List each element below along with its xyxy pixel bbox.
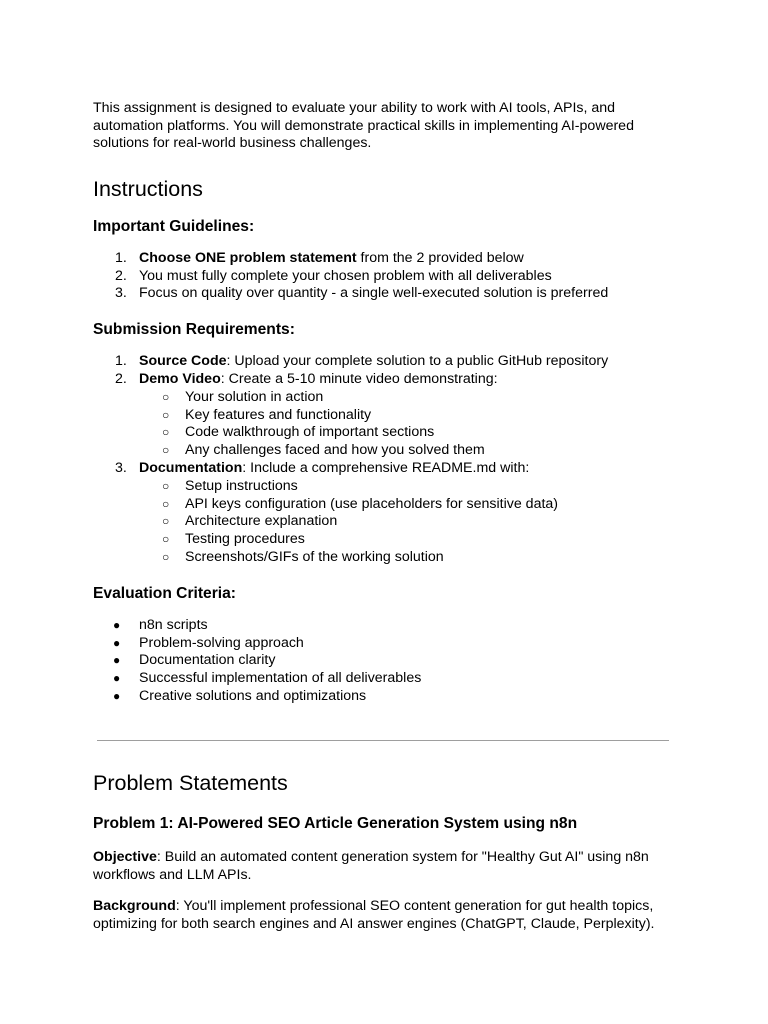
evaluation-text: Problem-solving approach	[139, 634, 304, 651]
submission-text: : Upload your complete solution to a public GitHub repository	[226, 353, 609, 370]
sub-list-item	[93, 496, 673, 514]
submission-item	[93, 460, 673, 478]
circle-bullet-icon: ○	[162, 514, 170, 529]
objective-label: Objective	[93, 849, 157, 865]
guideline-text: You must fully complete your chosen problem with all deliverables	[139, 267, 552, 284]
sub-item-text: Code walkthrough of important sections	[185, 424, 435, 441]
sub-list-item	[93, 549, 673, 567]
guideline-text: from the 2 provided below	[356, 249, 524, 266]
guidelines-list	[93, 250, 673, 303]
list-number: 2.	[115, 370, 127, 387]
bullet-icon: ●	[113, 617, 121, 632]
sub-item-text: API keys configuration (use placeholders for sensitive data)	[185, 495, 559, 512]
problem-1-heading: Problem 1: AI-Powered SEO Article Generation System using n8n	[93, 815, 578, 832]
sub-list-item	[93, 442, 673, 460]
sub-item-text: Any challenges faced and how you solved them	[185, 442, 485, 459]
background-label: Background	[93, 898, 176, 914]
sub-list-item	[93, 513, 673, 531]
circle-bullet-icon: ○	[162, 549, 170, 564]
intro-paragraph: This assignment is designed to evaluate your ability to work with AI tools, APIs, and automation platforms. You will demonstrate practical skills in implementing AI-powered solutions for real-world business challenges.	[93, 100, 634, 152]
guidelines-heading: Important Guidelines:	[93, 217, 255, 235]
circle-bullet-icon: ○	[162, 425, 170, 440]
circle-bullet-icon: ○	[162, 532, 170, 547]
bullet-icon: ●	[113, 653, 121, 668]
evaluation-text: Creative solutions and optimizations	[139, 687, 367, 704]
evaluation-text: Documentation clarity	[139, 652, 276, 669]
evaluation-item	[93, 635, 673, 653]
circle-bullet-icon: ○	[162, 496, 170, 511]
list-number: 1.	[115, 249, 127, 266]
submission-heading: Submission Requirements:	[93, 321, 295, 339]
sub-item-text: Architecture explanation	[185, 513, 338, 530]
evaluation-text: n8n scripts	[139, 616, 208, 633]
circle-bullet-icon: ○	[162, 443, 170, 458]
evaluation-list	[93, 617, 673, 706]
circle-bullet-icon: ○	[162, 478, 170, 493]
sub-item-text: Key features and functionality	[185, 406, 372, 423]
circle-bullet-icon: ○	[162, 389, 170, 404]
sub-item-text: Testing procedures	[185, 531, 305, 548]
instructions-heading: Instructions	[93, 176, 203, 201]
submission-bold: Source Code	[139, 353, 227, 370]
list-number: 1.	[115, 353, 127, 370]
submission-item	[93, 371, 673, 389]
bullet-icon: ●	[113, 688, 121, 703]
document-page	[93, 100, 673, 932]
guideline-bold: Choose ONE problem statement	[139, 249, 357, 266]
list-number: 3.	[115, 459, 127, 476]
sub-list-item	[93, 407, 673, 425]
bullet-icon: ●	[113, 671, 121, 686]
sub-list-item	[93, 424, 673, 442]
submission-list	[93, 353, 673, 567]
evaluation-item	[93, 617, 673, 635]
sub-item-text: Setup instructions	[185, 477, 298, 494]
sub-list-item	[93, 389, 673, 407]
submission-text: : Include a comprehensive README.md with:	[242, 459, 530, 476]
background-paragraph	[93, 898, 673, 933]
background-text: : You'll implement professional SEO content generation for gut health topics, optimizing for both search engines and AI answer engines (ChatGPT, Claude, Perplexity).	[93, 898, 655, 932]
submission-bold: Demo Video	[139, 370, 221, 387]
circle-bullet-icon: ○	[162, 407, 170, 422]
evaluation-item	[93, 652, 673, 670]
objective-paragraph	[93, 849, 673, 884]
submission-item	[93, 353, 673, 371]
guideline-text: Focus on quality over quantity - a single well-executed solution is preferred	[139, 285, 609, 302]
sub-item-text: Your solution in action	[185, 388, 324, 405]
guideline-item	[93, 285, 673, 303]
sub-item-text: Screenshots/GIFs of the working solution	[185, 548, 444, 565]
evaluation-heading: Evaluation Criteria:	[93, 584, 236, 602]
sub-list-item	[93, 531, 673, 549]
guideline-item	[93, 250, 673, 268]
problem-statements-heading: Problem Statements	[93, 771, 288, 795]
evaluation-item	[93, 670, 673, 688]
sub-list-item	[93, 478, 673, 496]
guideline-item	[93, 268, 673, 286]
submission-text: : Create a 5-10 minute video demonstrating:	[220, 370, 498, 387]
evaluation-item	[93, 688, 673, 706]
bullet-icon: ●	[113, 635, 121, 650]
list-number: 3.	[115, 285, 127, 302]
evaluation-text: Successful implementation of all deliverables	[139, 670, 422, 687]
horizontal-divider	[97, 740, 669, 741]
objective-text: : Build an automated content generation system for "Healthy Gut AI" using n8n workflows and LLM APIs.	[93, 849, 649, 883]
submission-bold: Documentation	[139, 459, 243, 476]
list-number: 2.	[115, 267, 127, 284]
